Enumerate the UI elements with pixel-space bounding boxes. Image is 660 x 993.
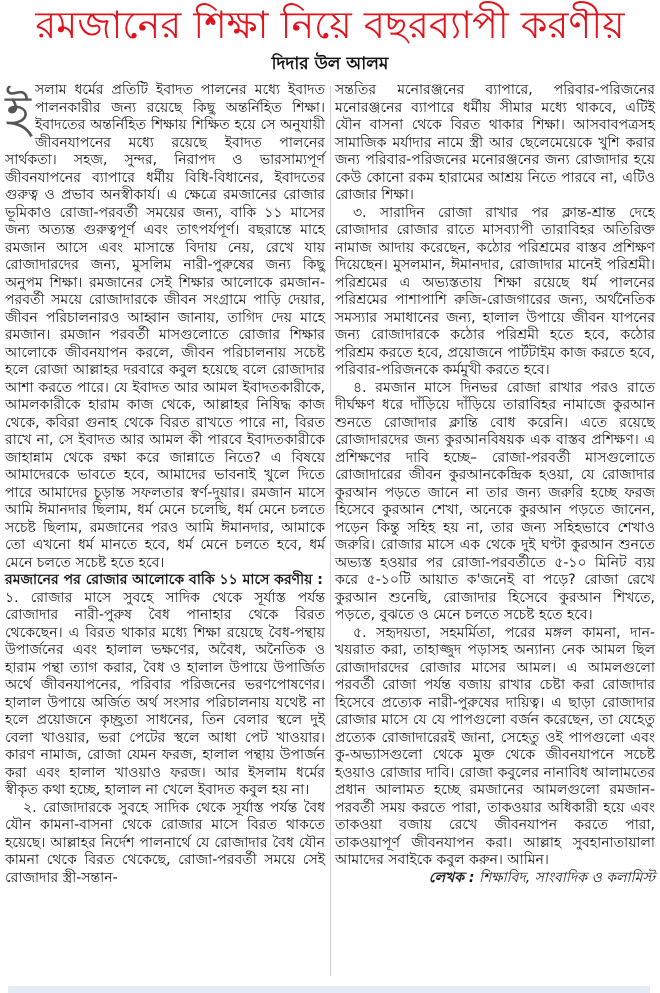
section-subhead: রমজানের পর রোজার আলোকে বাকি ১১ মাসে করণীয় :	[5, 572, 323, 588]
intro-text: সলাম ধর্মের প্রতিটি ইবাদত পালনের মধ্যে ইবাদত পালনকারীর জন্য রয়েছে কিছু অন্তর্নিহিত শিক্ষা। ইবাদতের অন্তর্নিহিত শিক্ষায় শিক্ষিত হয়ে সে অনুযায়ী জীবনযাপনের মধ্যে রয়েছে ইবাদত পালনের সার্থকতা। সহজ, সুন্দর, নিরাপদ ও ভারসাম্যপূর্ণ জীবনযাপনের ব্যাপারে ধর্মীয় বিধি-বিধানের, ইবাদতের গুরুত্ব ও প্রভাব অনস্বীকার্য। এ ক্ষেত্রে রমজানের রোজার ভূমিকাও রোজা-পরবর্তী সময়ের জন্য, বাকি ১১ মাসের জন্য অত্যন্ত গুরুত্বপূর্ণ এবং তাৎপর্যপূর্ণ। বছরান্তে মাহে রমজান আসে এবং মাসান্তে বিদায় নেয়, রেখে যায় রোজাদারদের জন্য, মুসলিম নারী-পুরুষের জন্য কিছু অনুপম শিক্ষা। রমজানের সেই শিক্ষার আলোকে রমজান-পরবর্তী সময়ে রোজাদারকে জীবন সংগ্রামে পাড়ি দেয়ার, জীবন পরিচালনারও আহ্বান জানায়, তাগিদ দেয় মাহে রমজান। রমজান পরবর্তী মাসগুলোতে রোজার শিক্ষার আলোকে জীবনযাপন করলে, জীবন পরিচালনায় সচেষ্ট হলে রোজা আল্লাহর দরবারে কবুল হয়েছে বলে রোজাদার আশা করতে পারে। যে ইবাদত আর আমল ইবাদতকারীকে, আমলকারীকে হারাম কাজ থেকে, আল্লাহর নিষিদ্ধ কাজ থেকে, কবিরা গুনাহ থেকে বিরত রাখতে পারে না, বিরত রাখে না, সে ইবাদত আর আমল কী পারবে ইবাদতকারীকে জাহান্নাম থেকে রক্ষা করে জান্নাতে নিতে? এ বিষয়ে আমাদেরকে ভাবতে হবে, আমাদের ভাবনাই খুলে দিতে পারে আমাদের চূড়ান্ত সফলতার স্বর্ণ-দুয়ার। রমজান মাসে আমি ঈমানদার ছিলাম, ধর্ম মেনে চলেছি, ধর্ম মেনে চলতে সচেষ্ট ছিলাম, রমজানের পরও আমি ঈমানদার, আমাকে তো এখনো ধর্ম মানতে হবে, ধর্ম মেনে চলতে হবে, ধর্ম মেনে চলতে সচেষ্ট হতে হবে।	[5, 82, 325, 571]
point-1: ১. রোজার মাসে সুবহে সাদিক থেকে সূর্যাস্ত পর্যন্ত রোজাদার নারী-পুরুষ বৈধ পানাহার থেকে বিরত থেকেছেন। এ বিরত থাকার মধ্যে শিক্ষা রয়েছে বৈধ-পন্থায় উপার্জনের এবং হালাল ভক্ষণের, অবৈধ, অনৈতিক ও হারাম পন্থা ত্যাগ করার, বৈধ ও হালাল উপায়ে উপার্জিত অর্থে জীবনযাপনের, পরিবার পরিজনের ভরণপোষণের। হালাল উপায়ে অর্জিত অর্থ সংসার পরিচালনায় যথেষ্ট না হলে প্রয়োজনে কৃচ্ছ্রতা সাধনের, তিন বেলার স্থলে দুই বেলা খাওয়ার, ভরা পেটের স্থলে আধা পেট খাওয়ার। কারণ নামাজ, রোজা যেমন ফরজ, হালাল পন্থায় উপার্জন করা এবং হালাল খাওয়াও ফরজ। আর ইসলাম ধর্মের স্বীকৃত কথা হচ্ছে, হালাল না খেলে ইবাদত কবুল হয় না।	[5, 589, 325, 798]
article-title: রমজানের শিক্ষা নিয়ে বছরব্যাপী করণীয়	[35, 3, 625, 47]
author-byline: দিদার উল আলম	[271, 54, 389, 74]
point-5: ৫. সহৃদয়তা, সহমর্মিতা, পরের মঙ্গল কামনা, দান-খয়রাত করা, তাহাজ্জুদ পড়াসহ অন্যান্য নেক আমল ছিল রোজাদারদের রোজার মাসের আমল। এ আমলগুলো পরবর্তী রোজা পর্যন্ত বজায় রাখার চেষ্টা করা রোজাদার হিসেবে প্রত্যেক নারী-পুরুষের দায়িত্ব। এ ছাড়া রোজাদার রোজার মাসে যে যে পাপগুলো বর্জন করেছেন, তা যেহেতু প্রত্যেক রোজাদারেরই জানা, সেহেতু ওই পাপগুলো এবং কু-অভ্যাসগুলো থেকে মুক্ত থেকে জীবনযাপনে সচেষ্ট হওয়াও রোজার দাবি। রোজা কবুলের নানাবিধ আলামতের প্রধান আলামত হচ্ছে রমজানের আমলগুলো রমজান-পরবর্তী সময় করতে পারা, তাকওয়ার অধিকারী হয়ে এবং তাকওয়া বজায় রেখে জীবনযাপন করতে পারা, তাকওয়াপূর্ণ জীবনযাপন করা। আল্লাহ সুবহানাতায়ালা আমাদের সবাইকে কবুল করুন। আমিন।	[335, 624, 655, 868]
drop-cap: ই	[5, 85, 32, 143]
author-label: লেখক :	[428, 869, 475, 886]
author-description: শিক্ষাবিদ, সাংবাদিক ও কলামিস্ট	[478, 869, 655, 886]
point-3: ৩. সারাদিন রোজা রাখার পর ক্লান্ত-শ্রান্ত দেহে রোজাদার রোজার রাতে মাসব্যাপী তারাবিহর অতিরিক্ত নামাজ আদায় করেছেন, কঠোর পরিশ্রমের বাস্তব প্রশিক্ষণ দিয়েছেন। মুসলমান, ঈমানদার, রোজাদার মানেই পরিশ্রমী। পরিশ্রমের এ অভ্যস্ততায় শিক্ষা রয়েছে ধর্ম পালনের পরিশ্রমের পাশাপাশি রুজি-রোজগারের জন্য, অর্থনৈতিক সমস্যার সমাধানের জন্য, হালাল উপায়ে জীবন যাপনের জন্য রোজাদারকে কঠোর পরিশ্রমী হতে হবে, কঠোর পরিশ্রম করতে হবে, প্রয়োজনে পার্টটাইম কাজ করতে হবে, পরিবার-পরিজনকে কর্মমুখী করতে হবে।	[335, 204, 655, 378]
point-4: ৪. রমজান মাসে দিনভর রোজা রাখার পরও রাতে দীর্ঘক্ষণ ধরে দাঁড়িয়ে দাঁড়িয়ে তারাবিহর নামাজে কুরআন শুনতে রোজাদার ক্লান্তি বোধ করেনি। এতে রয়েছে রোজাদারদের জন্য কুরআনবিষয়ক এক বাস্তব প্রশিক্ষণ। এ প্রশিক্ষণের দাবি হচ্ছে– রোজা-পরবর্তী মাসগুলোতে রোজাদারের জীবন কুরআনকেন্দ্রিক হওয়া, যে রোজাদার কুরআন পড়তে জানে না তার জন্য জরুরি হচ্ছে ফরজ হিসেবে কুরআন শেখা, অনেকে কুরআন পড়তে জানেন, পড়েন কিন্তু সহিহ হয় না, তার জন্য সহিহভাবে শেখাও জরুরি। রোজার মাসে এক থেকে দুই ঘণ্টা কুরআন শুনতে অভ্যস্ত হওয়ার পর রোজা-পরবর্তীতে ৫-১০ মিনিট ব্যয় করে ৫-১০টি আয়াত ক'জনেই বা পড়ে? রোজা রেখে কুরআন শুনেছি, রোজাদার হিসেবে কুরআন শিখতে, পড়তে, বুঝতে ও মেনে চলতে সচেষ্ট হতে হবে।	[335, 379, 655, 623]
author-note	[335, 870, 655, 888]
intro-paragraph	[5, 82, 325, 572]
point-2-part-1: ২. রোজাদারকে সুবহে সাদিক থেকে সূর্যাস্ত পর্যন্ত বৈধ যৌন কামনা-বাসনা থেকে রোজার মাসে বিরত থাকতে হয়েছে। আল্লাহর নির্দেশ পালনার্থে যে রোজাদার বৈধ যৌন কামনা থেকে বিরত থেকেছে, রোজা-পরবর্তী সময়ে সেই রোজাদার স্ত্রী-সন্তান-	[5, 799, 325, 886]
article-column-right	[335, 82, 655, 887]
column-divider	[330, 86, 331, 976]
article-column-left	[5, 82, 325, 887]
point-2-part-2: সন্ততির মনোরঞ্জনের ব্যাপারে, পরিবার-পরিজনের মনোরঞ্জনের ব্যাপারে ধর্মীয় সীমার মধ্যে থাকবে, এটিই যৌন বাসনা থেকে বিরত থাকার শিক্ষা। আসবাবপত্রসহ সামাজিক মর্যাদার নামে স্ত্রী আর ছেলেমেয়েকে খুশি করার জন্য পরিবার-পরিজনের মনোরঞ্জনের জন্য রোজাদার হয়ে কেউ কোনো রকম হারামের আশ্রয় নিতে পারবে না, এটিও রোজার শিক্ষা।	[335, 82, 655, 203]
bottom-band	[8, 986, 650, 993]
